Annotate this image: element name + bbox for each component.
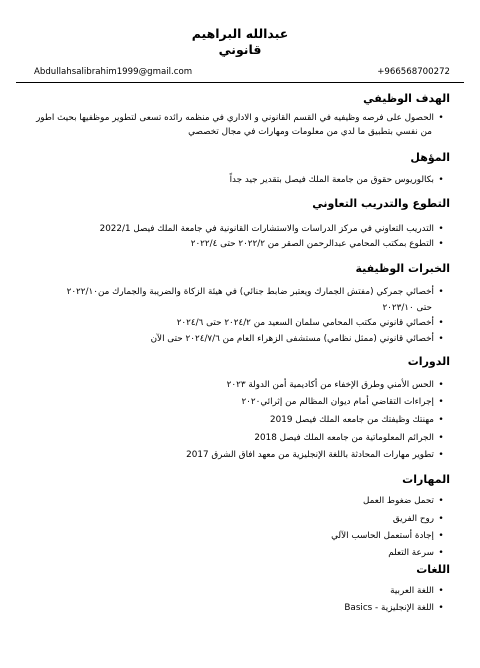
- bullet-dot-icon: •: [438, 586, 444, 596]
- bullet-dot-icon: •: [438, 433, 444, 443]
- bullet-dot-icon: •: [438, 224, 444, 234]
- section-heading-qualification: المؤهل: [410, 151, 450, 164]
- list-item: •أخصائي جمركي (مفتش الجمارك ويعتبر ضابط جنائي) في هيئة الزكاة والضريبة والجمارك من٢٠٢٢/١٠: [28, 285, 448, 299]
- list-item: •سرعة التعلم: [28, 546, 448, 560]
- bullet-dot-icon: •: [438, 514, 444, 524]
- list-item: •الحس الأمني وطرق الإخفاء من أكاديمية أمن الدولة ٢٠٢٣: [28, 378, 448, 392]
- experience-line-continued: حتى ٢٠٢٣/١٠: [382, 303, 432, 313]
- list-item: •روح الفريق: [28, 512, 448, 526]
- bullet-dot-icon: •: [438, 603, 444, 613]
- section-heading-languages: اللغات: [416, 563, 450, 576]
- objective-line-continued: من نفسي بتطبيق ما لدي من معلومات ومهارات في مجال تخصصي: [188, 127, 432, 137]
- list-item: •اللغة العربية: [28, 584, 448, 598]
- bullet-dot-icon: •: [438, 175, 444, 185]
- section-heading-objective: الهدف الوظيفي: [363, 92, 450, 105]
- list-item: •التطوع بمكتب المحامي عبدالرحمن الصقر من ٢٠٢٢/٢ حتى ٢٠٢٢/٤: [28, 237, 448, 251]
- list-item: •بكالوريوس حقوق من جامعة الملك فيصل بتقدير جيد جداً: [28, 173, 448, 187]
- section-heading-experience: الخبرات الوظيفية: [355, 262, 450, 275]
- bullet-dot-icon: •: [438, 450, 444, 460]
- list-item: •أخصائي قانوني مكتب المحامي سلمان السعيد من ٢٠٢٤/٢ حتى ٢٠٢٤/٦: [28, 316, 448, 330]
- header-divider: [16, 82, 464, 83]
- list-item: •الجرائم المعلوماتية من جامعه الملك فيصل 2018: [28, 431, 448, 445]
- bullet-dot-icon: •: [438, 239, 444, 249]
- list-item: •أخصائي قانوني (ممثل نظامي) مستشفى الزهراء العام من ٢٠٢٤/٧/٦ حتى الآن: [28, 332, 448, 346]
- section-heading-courses: الدورات: [407, 355, 450, 368]
- list-item: •اللغة الإنجليزية - Basics: [28, 601, 448, 615]
- list-item: •مهنتك وظيفتك من جامعه الملك فيصل 2019: [28, 413, 448, 427]
- email-address[interactable]: Abdullahsalibrahim1999@gmail.com: [34, 67, 193, 77]
- bullet-dot-icon: •: [438, 496, 444, 506]
- bullet-dot-icon: •: [438, 287, 444, 297]
- list-item: •تحمل ضغوط العمل: [28, 494, 448, 508]
- section-heading-skills: المهارات: [402, 473, 450, 486]
- phone-number: +966568700272: [377, 67, 450, 77]
- list-item: •إجادة أستعمل الحاسب الآلي: [28, 529, 448, 543]
- bullet-dot-icon: •: [438, 113, 444, 123]
- section-heading-volunteer: التطوع والتدريب التعاوني: [312, 197, 450, 210]
- objective-line: •الحصول على فرصه وظيفيه في القسم القانوني و الاداري في منظمه رائده تسعى لتطوير موظفيها بحيث اطور: [28, 111, 448, 125]
- bullet-dot-icon: •: [438, 548, 444, 558]
- list-item: •تطوير مهارات المحادثة باللغة الإنجليزية من معهد افاق الشرق 2017: [28, 448, 448, 462]
- bullet-dot-icon: •: [438, 318, 444, 328]
- bullet-dot-icon: •: [438, 334, 444, 344]
- bullet-dot-icon: •: [438, 415, 444, 425]
- bullet-dot-icon: •: [438, 397, 444, 407]
- list-item: •التدريب التعاوني في مركز الدراسات والاستشارات القانونية في جامعة الملك فيصل 2022/1: [28, 222, 448, 236]
- bullet-dot-icon: •: [438, 531, 444, 541]
- bullet-dot-icon: •: [438, 380, 444, 390]
- candidate-name: عبدالله البراهيم: [191, 26, 289, 41]
- list-item: •إجراءات التقاضي أمام ديوان المظالم من إثرائي٢٠٢٠: [28, 395, 448, 409]
- job-title: قانوني: [218, 42, 262, 57]
